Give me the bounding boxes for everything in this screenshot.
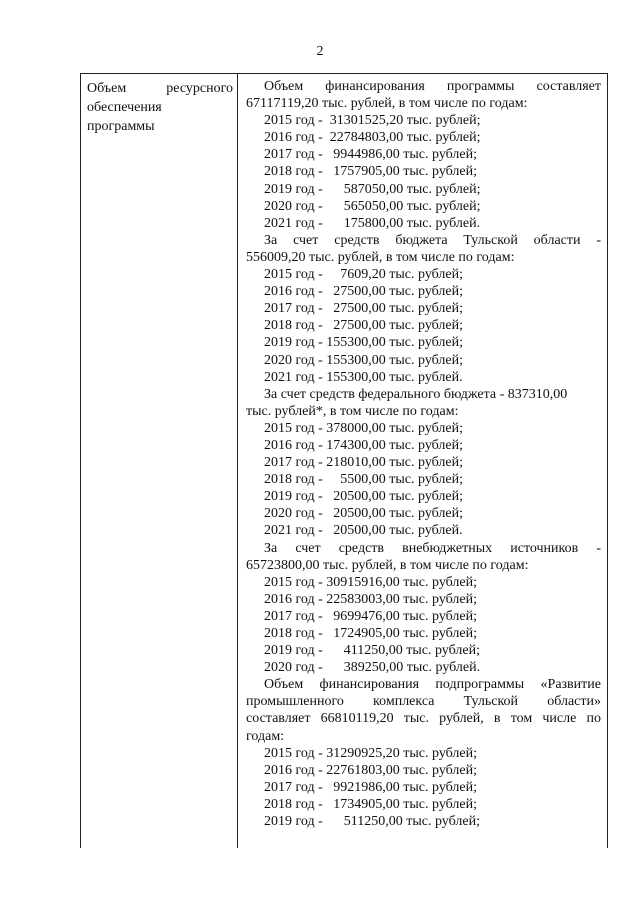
label-line: программы xyxy=(87,119,155,134)
year-line: 2016 год - 22784803,00 тыс. рублей; xyxy=(264,130,481,146)
year-line: 2018 год - 1734905,00 тыс. рублей; xyxy=(264,796,478,812)
label-line: обеспечения xyxy=(87,100,162,115)
paragraph-line: Объем финансирования программы составляет xyxy=(264,79,601,94)
paragraph-line: За счет средств бюджета Тульской области - xyxy=(264,232,601,248)
year-line: 2021 год - 155300,00 тыс. рублей. xyxy=(264,369,463,385)
year-line: 2015 год - 31301525,20 тыс. рублей; xyxy=(264,113,481,129)
year-line: 2018 год - 5500,00 тыс. рублей; xyxy=(264,472,464,488)
federal-budget-block xyxy=(246,386,601,540)
year-line: 2020 год - 389250,00 тыс. рублей. xyxy=(264,660,481,676)
year-line: 2019 год - 20500,00 тыс. рублей; xyxy=(264,489,464,505)
year-line: 2018 год - 1757905,00 тыс. рублей; xyxy=(264,164,478,180)
paragraph-line: За счет средств внебюджетных источников - xyxy=(264,540,601,556)
year-line: 2020 год - 155300,00 тыс. рублей; xyxy=(264,352,464,368)
year-line: 2015 год - 30915916,00 тыс. рублей; xyxy=(264,574,478,590)
year-line: 2017 год - 218010,00 тыс. рублей; xyxy=(264,455,464,471)
row-label-cell xyxy=(81,74,238,849)
year-line: 2019 год - 155300,00 тыс. рублей; xyxy=(264,335,464,351)
year-line: 2021 год - 175800,00 тыс. рублей. xyxy=(264,215,481,231)
year-line: 2015 год - 7609,20 тыс. рублей; xyxy=(264,267,464,283)
year-line: 2017 год - 9944986,00 тыс. рублей; xyxy=(264,147,478,163)
resource-table xyxy=(80,73,608,848)
year-line: 2017 год - 27500,00 тыс. рублей; xyxy=(264,301,464,317)
total-financing-block xyxy=(246,78,601,232)
year-line: 2015 год - 378000,00 тыс. рублей; xyxy=(264,420,464,436)
paragraph-line: составляет 66810119,20 тыс. рублей, в том числе по xyxy=(246,711,601,727)
year-line: 2021 год - 20500,00 тыс. рублей. xyxy=(264,523,463,539)
paragraph-line: годам: xyxy=(246,728,285,744)
paragraph-line: 67117119,20 тыс. рублей, в том числе по годам: xyxy=(246,96,528,112)
year-line: 2017 год - 9921986,00 тыс. рублей; xyxy=(264,779,478,795)
subprogram-block xyxy=(246,676,601,830)
regional-budget-block xyxy=(246,232,601,386)
year-line: 2020 год - 20500,00 тыс. рублей; xyxy=(264,506,464,522)
paragraph-line: тыс. рублей*, в том числе по годам: xyxy=(246,403,459,419)
year-line: 2020 год - 565050,00 тыс. рублей; xyxy=(264,198,481,214)
year-line: 2018 год - 1724905,00 тыс. рублей; xyxy=(264,626,478,641)
year-line: 2016 год - 22761803,00 тыс. рублей; xyxy=(264,762,478,778)
extrabudgetary-block xyxy=(246,540,601,677)
year-line: 2019 год - 511250,00 тыс. рублей; xyxy=(264,814,480,830)
paragraph-line: За счет средств федерального бюджета - 837310,00 xyxy=(264,386,568,402)
year-line: 2017 год - 9699476,00 тыс. рублей; xyxy=(264,608,478,624)
year-line: 2016 год - 27500,00 тыс. рублей; xyxy=(264,284,464,300)
table-row xyxy=(81,74,608,849)
year-line: 2019 год - 587050,00 тыс. рублей; xyxy=(264,181,481,197)
paragraph-line: 65723800,00 тыс. рублей, в том числе по годам: xyxy=(246,557,529,573)
label-line: Объем ресурсного xyxy=(87,81,233,96)
year-line: 2016 год - 22583003,00 тыс. рублей; xyxy=(264,591,478,607)
paragraph-line: 556009,20 тыс. рублей, в том числе по годам: xyxy=(246,249,515,265)
row-content-cell xyxy=(238,74,608,849)
year-line: 2016 год - 174300,00 тыс. рублей; xyxy=(264,437,464,453)
year-line: 2015 год - 31290925,20 тыс. рублей; xyxy=(264,745,478,761)
paragraph-line: Объем финансирования подпрограммы «Развитие xyxy=(264,677,601,693)
paragraph-line: промышленного комплекса Тульской области» xyxy=(246,694,601,710)
year-line: 2018 год - 27500,00 тыс. рублей; xyxy=(264,318,464,334)
year-line: 2019 год - 411250,00 тыс. рублей; xyxy=(264,643,480,659)
page-number: 2 xyxy=(316,44,324,59)
